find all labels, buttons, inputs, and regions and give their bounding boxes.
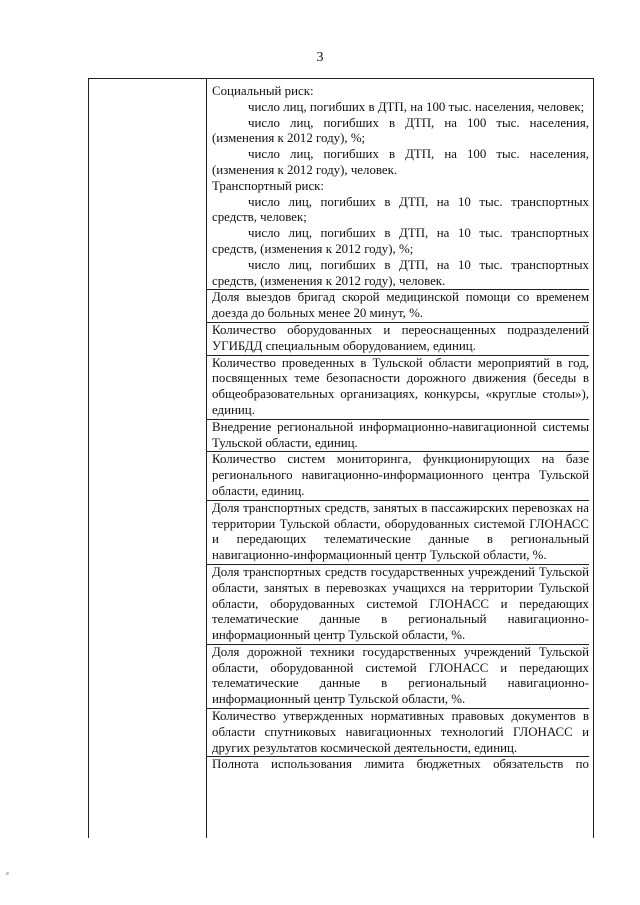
indicator-paragraph: Количество систем мониторинга, функционирующих на базе регионального навигационно-информационного центра Тульской области, единиц.	[212, 452, 589, 498]
indicator-paragraph: число лиц, погибших в ДТП, на 100 тыс. населения, (изменения к 2012 году), человек.	[212, 147, 589, 177]
indicator-paragraph: Доля транспортных средств, занятых в пассажирских перевозках на территории Тульской области, оборудованных системой ГЛОНАСС и передающих телематические данные в региональный навигационно-информационный центр Тульской области, %.	[212, 500, 589, 563]
indicator-paragraph: Социальный риск:	[212, 84, 314, 98]
indicator-paragraph: Доля дорожной техники государственных учреждений Тульской области, оборудованной системой ГЛОНАСС и передающих телематические данные в региональный навигационно-информационный центр Тульской области, %.	[212, 644, 589, 707]
indicator-paragraph: Количество утвержденных нормативных правовых документов в области спутниковых навигационных технологий ГЛОНАСС и других результатов космической деятельности, единиц.	[212, 709, 589, 755]
indicator-paragraph: Транспортный риск:	[212, 178, 325, 193]
page-number: 3	[316, 50, 324, 65]
scan-speck	[6, 872, 9, 875]
indicator-paragraph: число лиц, погибших в ДТП, на 100 тыс. населения, человек;	[248, 99, 585, 114]
indicator-paragraph: число лиц, погибших в ДТП, на 10 тыс. транспортных средств, (изменения к 2012 году), человек.	[212, 257, 589, 288]
indicator-paragraph: Количество оборудованных и переоснащенных подразделений УГИБДД специальным оборудованием, единиц.	[212, 322, 589, 353]
table-left-column	[89, 79, 207, 838]
indicator-paragraph: Внедрение региональной информационно-навигационной системы Тульской области, единиц.	[212, 419, 589, 450]
indicator-paragraph: число лиц, погибших в ДТП, на 10 тыс. транспортных средств, человек;	[212, 194, 589, 225]
indicator-paragraph: Полнота использования лимита бюджетных обязательств по	[212, 757, 589, 772]
indicators-table	[88, 78, 594, 838]
table-right-column	[212, 84, 589, 773]
indicator-paragraph: Доля транспортных средств государственных учреждений Тульской области, занятых в перевозках учащихся на территории Тульской области, оборудованных системой ГЛОНАСС и передающих телематические данные в региональный навигационно-информационный центр Тульской области, %.	[212, 564, 589, 643]
indicator-paragraph: число лиц, погибших в ДТП, на 10 тыс. транспортных средств, (изменения к 2012 году), %;	[212, 226, 589, 256]
indicator-paragraph: Количество проведенных в Тульской области мероприятий в год, посвященных теме безопасности дорожного движения (беседы в общеобразовательных организациях, конкурсы, «круглые столы»), единиц.	[212, 355, 589, 417]
indicator-paragraph: Доля выездов бригад скорой медицинской помощи со временем доезда до больных менее 20 минут, %.	[212, 290, 589, 321]
indicator-paragraph: число лиц, погибших в ДТП, на 100 тыс. населения, (изменения к 2012 году), %;	[212, 115, 589, 146]
